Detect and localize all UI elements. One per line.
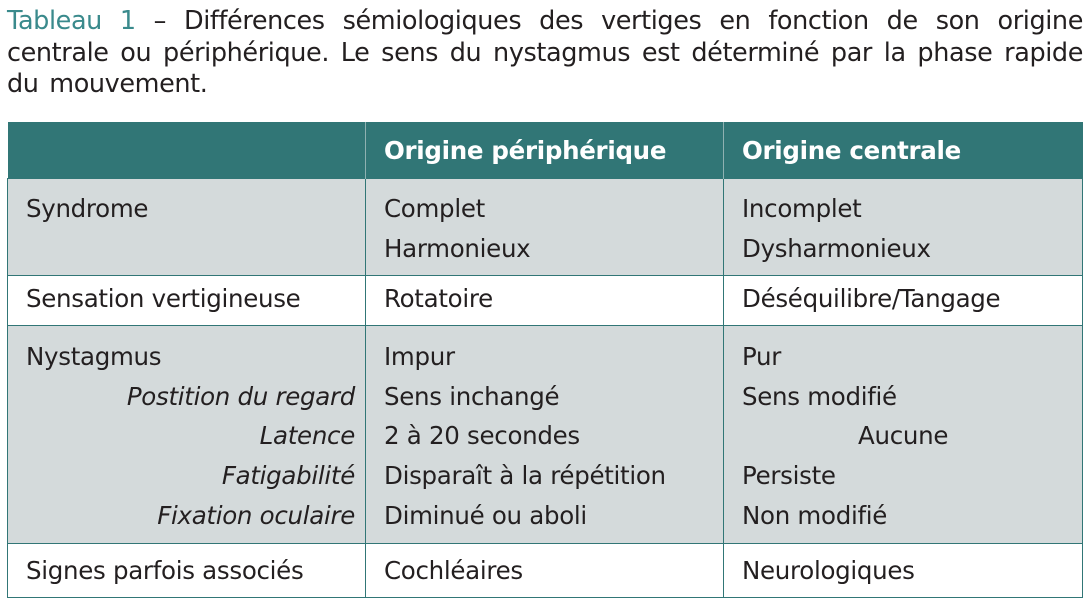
cell-value: Non modifié bbox=[742, 500, 888, 530]
cell-value: Rotatoire bbox=[384, 284, 493, 313]
cell-value: Sens modifié bbox=[742, 381, 897, 411]
caption-label: Tableau 1 bbox=[7, 6, 136, 36]
table-header-row bbox=[8, 122, 1083, 179]
row-label: Signes parfois associés bbox=[26, 556, 304, 585]
row-label-cell bbox=[8, 179, 366, 276]
table-row-syndrome bbox=[8, 179, 1083, 276]
header-central-origin: Origine centrale bbox=[724, 122, 1083, 179]
cell-value: Impur bbox=[384, 342, 455, 371]
row-label: Syndrome bbox=[26, 194, 149, 223]
row-label: Nystagmus bbox=[26, 342, 162, 371]
cell-value: Diminué ou aboli bbox=[384, 500, 587, 530]
table-row-nystagmus bbox=[8, 326, 1083, 544]
cell-value: Sens inchangé bbox=[384, 381, 560, 411]
cell-value: Harmonieux bbox=[384, 233, 531, 263]
row-sublabel: Postition du regard bbox=[126, 381, 355, 411]
row-label-cell bbox=[8, 276, 366, 326]
header-empty bbox=[8, 122, 366, 179]
row-sublabel: Fixation oculaire bbox=[157, 500, 355, 530]
row-label-cell bbox=[8, 544, 366, 598]
vertigo-comparison-table bbox=[7, 122, 1083, 598]
table-row-signes bbox=[8, 544, 1083, 598]
peripheral-cell bbox=[366, 276, 724, 326]
row-label: Sensation vertigineuse bbox=[26, 284, 301, 313]
peripheral-cell bbox=[366, 326, 724, 544]
cell-value: Neurologiques bbox=[742, 556, 915, 585]
cell-value: Aucune bbox=[858, 421, 949, 451]
row-sublabel: Latence bbox=[259, 421, 355, 451]
central-cell bbox=[724, 276, 1083, 326]
cell-value: Déséquilibre/Tangage bbox=[742, 284, 1001, 313]
table-caption bbox=[7, 6, 1083, 101]
central-cell bbox=[724, 326, 1083, 544]
cell-value: Disparaît à la répétition bbox=[384, 461, 666, 491]
cell-value: Complet bbox=[384, 194, 485, 223]
central-cell bbox=[724, 179, 1083, 276]
cell-value: Dysharmonieux bbox=[742, 233, 931, 263]
cell-value: Persiste bbox=[742, 461, 836, 491]
cell-value: Incomplet bbox=[742, 194, 862, 223]
caption-text: Différences sémiologiques des vertiges en fonction de son origine centrale ou périphérique. Le sens du nystagmus est déterminé par la phase rapide du mouvement. bbox=[7, 6, 1083, 99]
row-label-cell bbox=[8, 326, 366, 544]
central-cell bbox=[724, 544, 1083, 598]
cell-value: 2 à 20 secondes bbox=[384, 421, 580, 451]
caption-separator: – bbox=[135, 6, 184, 36]
peripheral-cell bbox=[366, 544, 724, 598]
cell-value: Pur bbox=[742, 342, 782, 371]
header-peripheral-origin: Origine périphérique bbox=[366, 122, 724, 179]
cell-value: Cochléaires bbox=[384, 556, 523, 585]
peripheral-cell bbox=[366, 179, 724, 276]
row-sublabel: Fatigabilité bbox=[221, 461, 355, 491]
table-row-sensation bbox=[8, 276, 1083, 326]
